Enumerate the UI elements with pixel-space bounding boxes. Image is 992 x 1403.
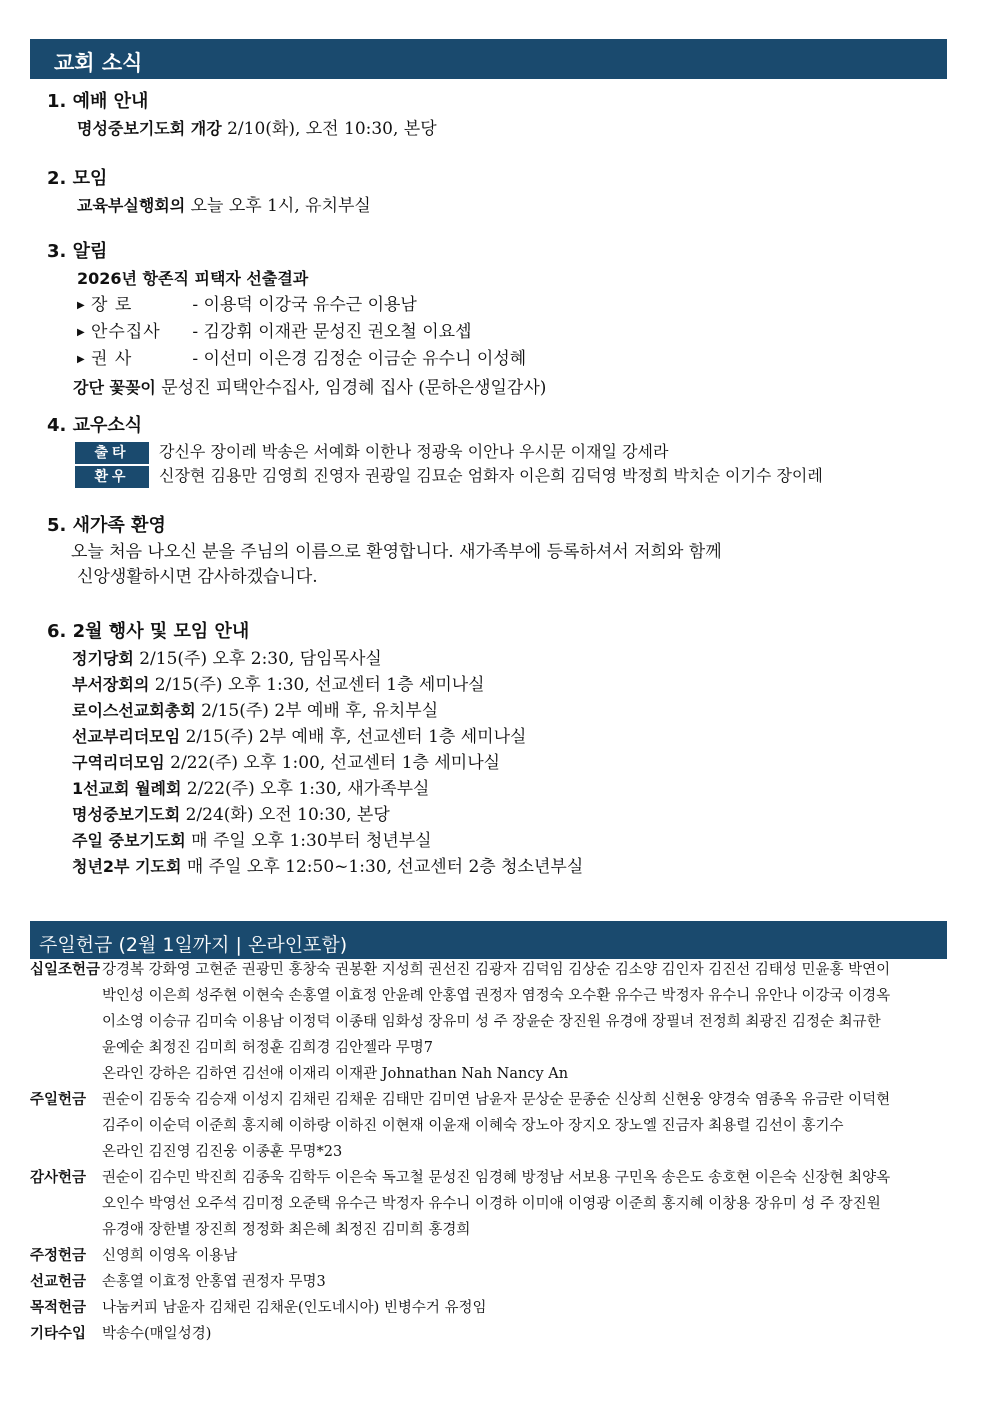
away-tag: 출타: [75, 442, 149, 464]
offering-names: [102, 1295, 947, 1321]
event-label: 로이스선교회총회: [72, 701, 196, 720]
event-item: [47, 776, 947, 802]
section-members: [47, 414, 947, 488]
offering-line: 강경복 강화영 고현준 권광민 홍창숙 권봉환 지성희 권선진 김광자 김덕임 김상순 김소양 김인자 김진선 김태성 민윤홍 박연이: [102, 962, 891, 978]
offering-group-weekly: [30, 1243, 947, 1269]
role-label: 장 로: [91, 295, 133, 315]
role-row-kwonsa: [47, 346, 947, 373]
event-label: 정기당회: [72, 649, 134, 668]
offering-header: [30, 921, 947, 959]
role-label: 권 사: [91, 349, 133, 369]
offering-list: [30, 957, 947, 1347]
offering-group-other: [30, 1321, 947, 1347]
offering-line: 이소영 이승규 김미숙 이용남 이정덕 이종태 임화성 장유미 성 주 장윤순 장진원 유경애 장필녀 전정희 최광진 김정순 최규한: [102, 1014, 881, 1030]
section-worship: [47, 90, 947, 142]
section-title: 2. 모임: [47, 168, 108, 189]
event-label: 선교부리더모임: [72, 727, 181, 746]
offering-group-sunday: [30, 1087, 947, 1165]
offering-names: [102, 1269, 947, 1295]
role-row-elder: [47, 292, 947, 319]
offering-line: 오인수 박영선 오주석 김미정 오준택 유수근 박정자 유수니 이경하 이미애 이영광 이준희 홍지혜 이창용 장유미 성 주 장진원: [102, 1196, 881, 1212]
offering-line: 신영희 이영옥 이용남: [102, 1248, 238, 1264]
offering-line: 유경애 장한별 장진희 정정화 최은혜 최정진 김미희 홍경희: [102, 1222, 471, 1238]
triangle-bullet-icon: ▶: [77, 300, 85, 311]
news-item: [47, 116, 947, 142]
welcome-line-1: 오늘 처음 나오신 분을 주님의 이름으로 환영합니다. 새가족부에 등록하셔서 저희와 함께: [71, 542, 722, 562]
sick-names: 신장현 김용만 김영희 진영자 권광일 김묘순 엄화자 이은희 김덕영 박정희 박치순 이기수 장이레: [159, 466, 823, 485]
offering-line: 윤예순 최정진 김미희 허정훈 김희경 김안젤라 무명7: [102, 1040, 434, 1056]
role-names: - 이선미 이은경 김정순 이금순 유수니 이성혜: [192, 349, 527, 369]
event-text: 2/15(주) 오후 2:30, 담임목사실: [139, 649, 382, 669]
section-meeting: [47, 167, 947, 219]
altar-flower-text: 문성진 피택안수집사, 임경혜 집사 (문하은생일감사): [161, 378, 547, 398]
news-item-text: 2/10(화), 오전 10:30, 본당: [227, 119, 437, 139]
section-notice: [47, 240, 947, 401]
offering-label: 십일조헌금: [30, 962, 101, 978]
offering-label: 주일헌금: [30, 1092, 87, 1108]
event-label: 주일 중보기도회: [72, 831, 186, 850]
altar-flower: [47, 375, 947, 401]
away-names: 강신우 장이레 박송은 서예화 이한나 정광욱 이안나 우시문 이재일 강세라: [159, 442, 669, 461]
section-title: 5. 새가족 환영: [47, 515, 166, 536]
offering-names: [102, 1243, 947, 1269]
triangle-bullet-icon: ▶: [77, 354, 85, 365]
offering-names: [102, 957, 947, 1087]
section-title: 1. 예배 안내: [47, 91, 149, 112]
offering-line: 박인성 이은희 성주현 이현숙 손홍열 이효정 안윤례 안홍엽 권정자 염정숙 오수환 유수근 박정자 유수니 유안나 이강국 이경옥: [102, 988, 891, 1004]
offering-group-tithe: [30, 957, 947, 1087]
news-item-text: 오늘 오후 1시, 유치부실: [190, 196, 371, 216]
offering-label: 주정헌금: [30, 1248, 87, 1264]
event-text: 2/15(주) 2부 예배 후, 선교센터 1층 세미나실: [185, 727, 527, 747]
role-names: - 김강휘 이재관 문성진 권오철 이요셉: [192, 322, 472, 342]
offering-line: 권순이 김수민 박진희 김종욱 김학두 이은숙 독고철 문성진 임경혜 방정남 서보용 구민옥 송은도 송호현 이은숙 신장현 최양옥: [102, 1170, 891, 1186]
sick-tag: 환우: [75, 466, 149, 488]
event-item: [47, 672, 947, 698]
role-row-deacon: [47, 319, 947, 346]
event-text: 2/22(주) 오후 1:30, 새가족부실: [186, 779, 430, 799]
event-item: [47, 646, 947, 672]
offering-line: 온라인 김진영 김진웅 이종훈 무명*23: [102, 1144, 343, 1160]
offering-names: [102, 1165, 947, 1243]
offering-line: 권순이 김동숙 김승재 이성지 김채린 김채운 김태만 김미연 남윤자 문상순 문종순 신상희 신현웅 양경숙 염종옥 유금란 이덕현: [102, 1092, 891, 1108]
event-item: [47, 802, 947, 828]
section-title: 3. 알림: [47, 241, 108, 262]
event-label: 명성중보기도회: [72, 805, 181, 824]
event-item: [47, 828, 947, 854]
offering-line: 박송수(매일성경): [102, 1326, 212, 1342]
news-item-label: 교육부실행회의: [77, 196, 186, 215]
offering-label: 목적헌금: [30, 1300, 87, 1316]
event-item: [47, 724, 947, 750]
offering-label: 선교헌금: [30, 1274, 87, 1290]
event-text: 매 주일 오후 12:50~1:30, 선교센터 2층 청소년부실: [186, 857, 584, 877]
event-item: [47, 698, 947, 724]
election-subtitle: [47, 266, 947, 292]
section-title: 6. 2월 행사 및 모임 안내: [47, 621, 250, 642]
event-text: 2/22(주) 오후 1:00, 선교센터 1층 세미나실: [170, 753, 501, 773]
offering-line: 온라인 강하은 김하연 김선애 이재리 이재관 Johnathan Nah Nancy An: [102, 1066, 569, 1082]
event-label: 구역리더모임: [72, 753, 165, 772]
offering-title: 주일헌금 (2월 1일까지 | 온라인포함): [39, 934, 348, 956]
section-events: [47, 620, 947, 880]
event-item: [47, 750, 947, 776]
welcome-line-2: 신앙생활하시면 감사하겠습니다.: [77, 567, 318, 587]
triangle-bullet-icon: ▶: [77, 327, 85, 338]
altar-flower-label: 강단 꽃꽂이: [73, 378, 156, 397]
event-text: 2/15(주) 오후 1:30, 선교센터 1층 세미나실: [154, 675, 485, 695]
church-news-title: 교회 소식: [54, 51, 143, 75]
offering-names: [102, 1321, 947, 1347]
offering-label: 기타수입: [30, 1326, 87, 1342]
offering-group-mission: [30, 1269, 947, 1295]
section-title: 4. 교우소식: [47, 415, 143, 436]
members-sick-row: [47, 464, 947, 488]
members-away-row: [47, 440, 947, 464]
news-item-label: 명성중보기도회 개강: [77, 119, 222, 138]
election-subtitle-text: 2026년 항존직 피택자 선출결과: [77, 269, 309, 288]
role-label: 안수집사: [91, 322, 161, 342]
offering-group-purpose: [30, 1295, 947, 1321]
offering-line: 김주이 이순덕 이준희 홍지혜 이하랑 이하진 이현재 이윤재 이혜숙 장노아 장지오 장노엘 진금자 최용렬 김선이 홍기수: [102, 1118, 844, 1134]
event-label: 청년2부 기도회: [72, 857, 182, 876]
offering-line: 손홍열 이효정 안홍엽 권정자 무명3: [102, 1274, 326, 1290]
event-text: 2/24(화) 오전 10:30, 본당: [185, 805, 390, 825]
offering-label: 감사헌금: [30, 1170, 87, 1186]
event-text: 매 주일 오후 1:30부터 청년부실: [191, 831, 432, 851]
event-label: 부서장회의: [72, 675, 150, 694]
event-text: 2/15(주) 2부 예배 후, 유치부실: [201, 701, 439, 721]
section-newcomers: [47, 514, 947, 590]
news-item: [47, 193, 947, 219]
role-names: - 이용덕 이강국 유수근 이용남: [192, 295, 417, 315]
offering-line: 나눔커피 남윤자 김채린 김채운(인도네시아) 빈병수거 유정임: [102, 1300, 487, 1316]
church-news-header: [30, 39, 947, 79]
event-label: 1선교회 월례회: [72, 779, 182, 798]
offering-names: [102, 1087, 947, 1165]
event-item: [47, 854, 947, 880]
offering-group-thanks: [30, 1165, 947, 1243]
